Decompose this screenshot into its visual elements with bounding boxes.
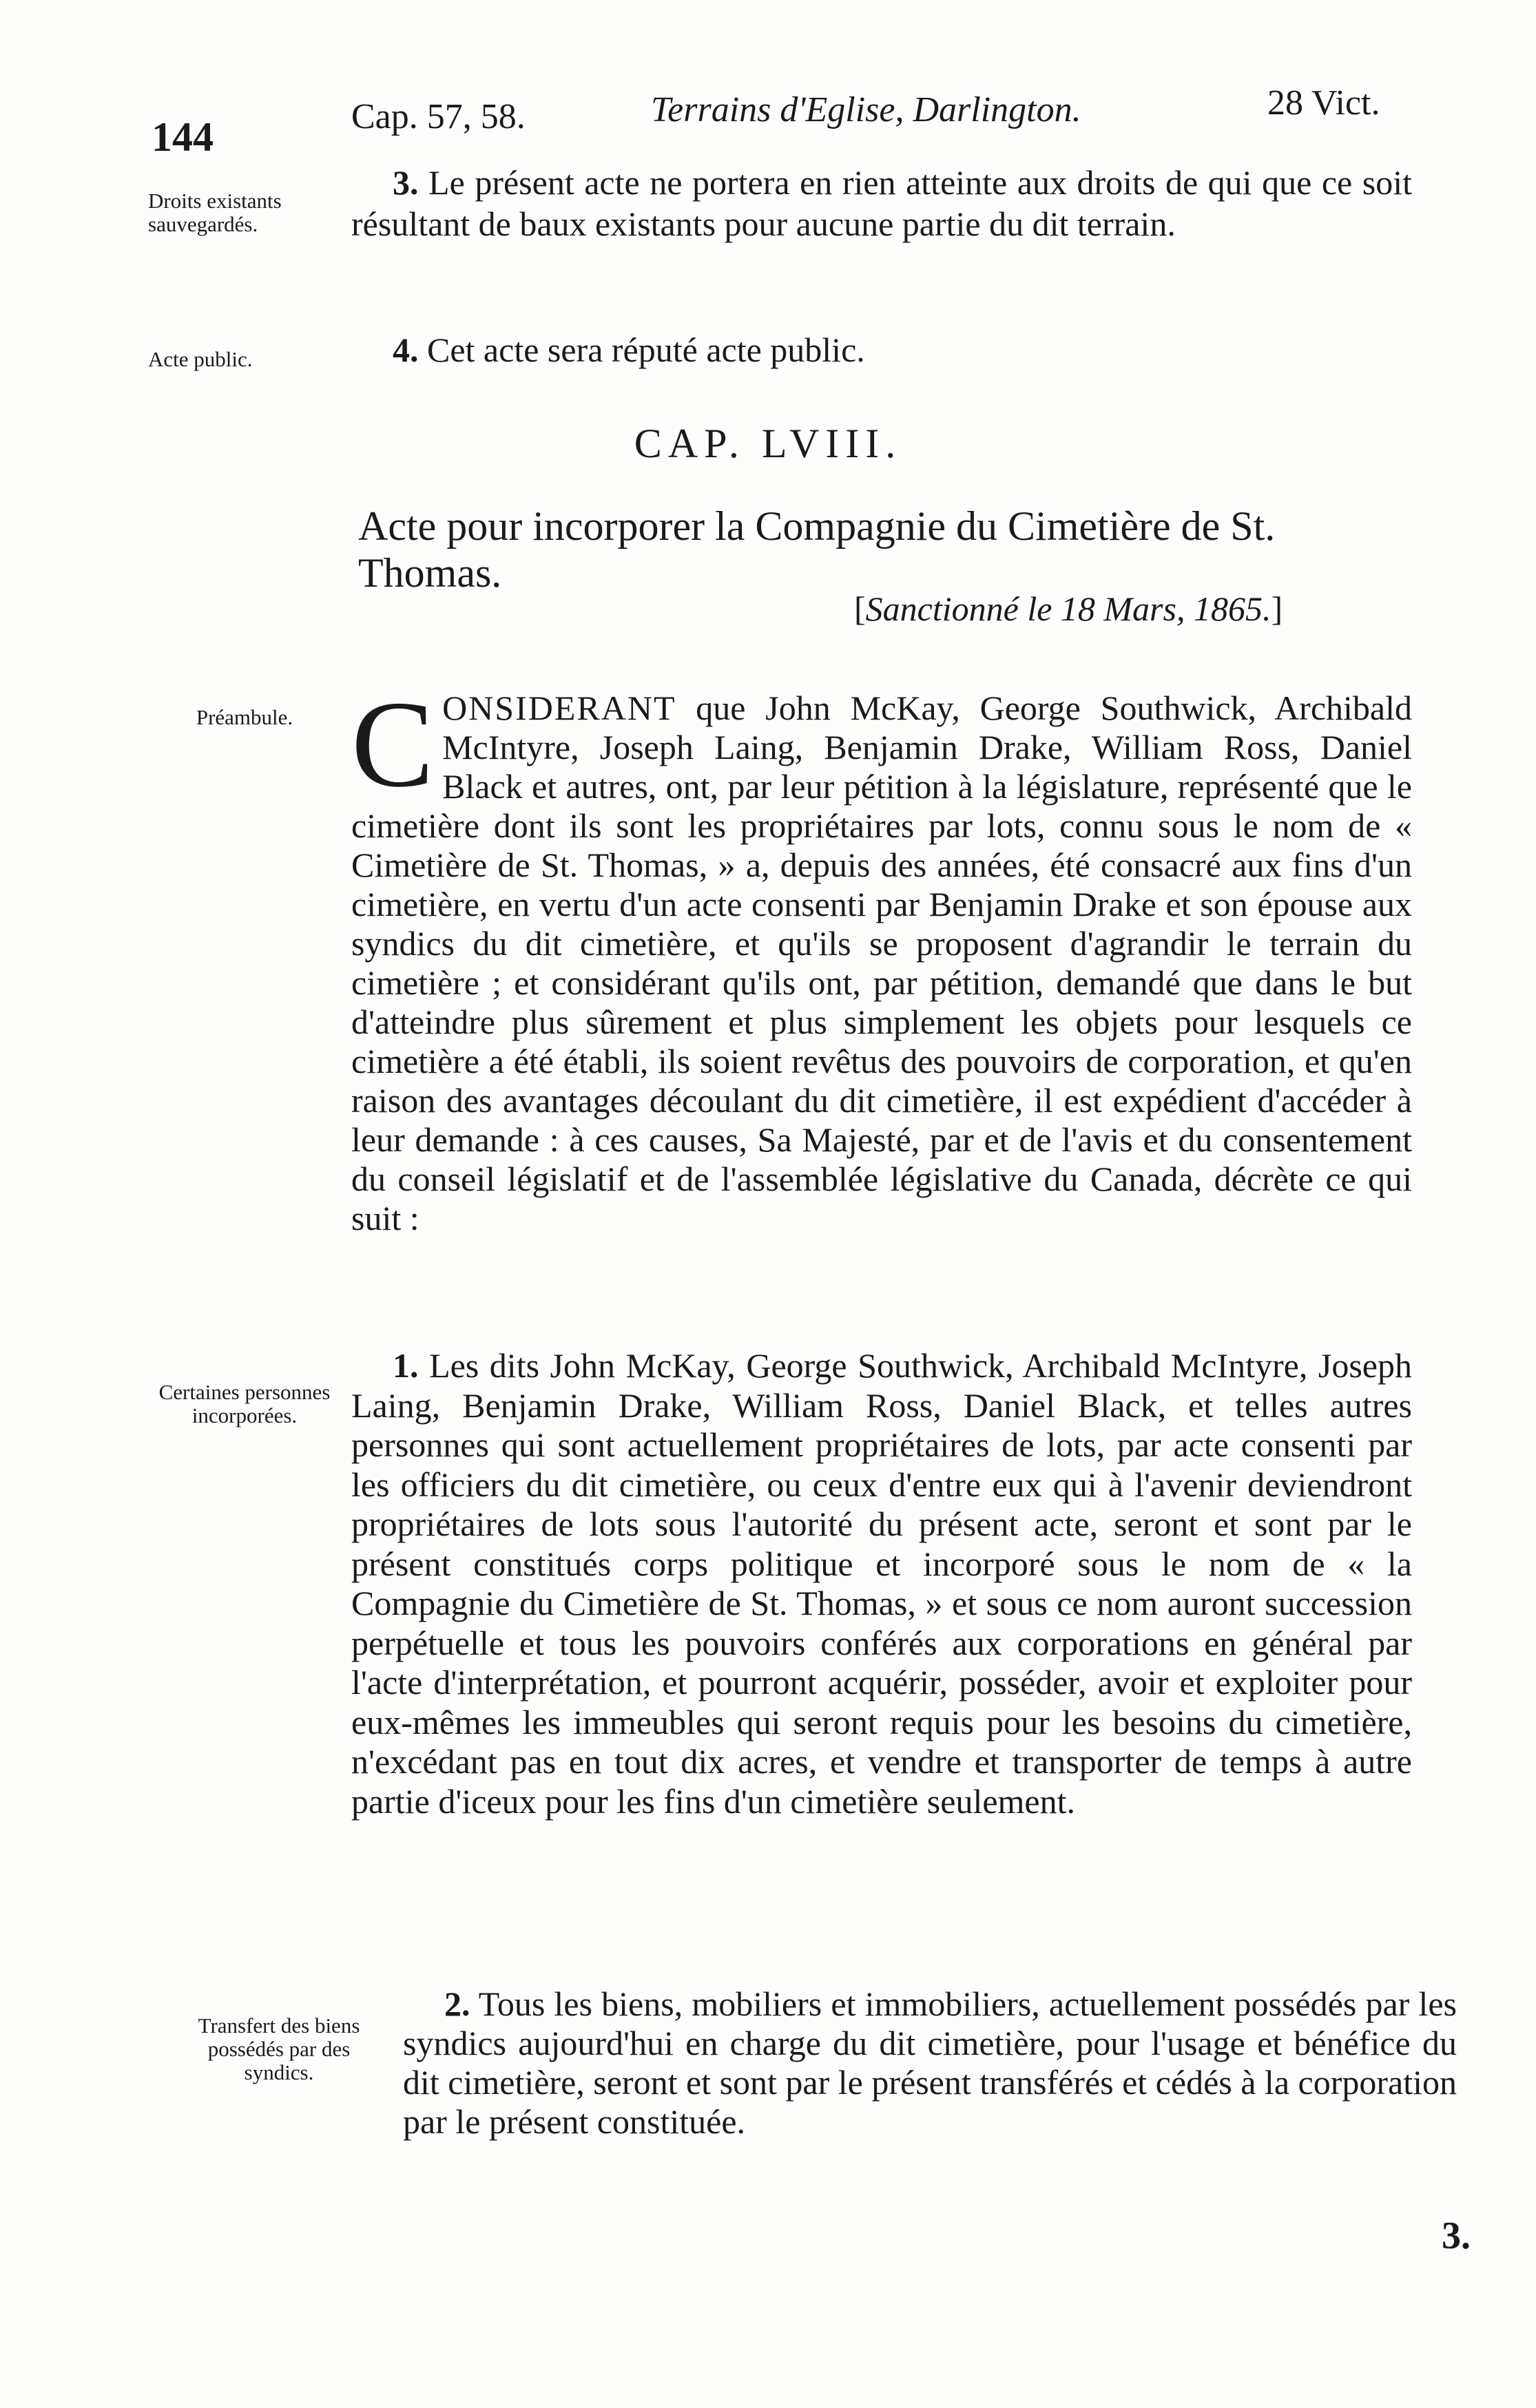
page-number: 144 (152, 114, 214, 160)
act-title: Acte pour incorporer la Compagnie du Cimetière de St. Thomas. (358, 503, 1276, 596)
margin-note-preambule: Préambule. (196, 705, 293, 729)
margin-note-certaines: Certaines personnes incorporées. (158, 1380, 331, 1427)
article-1-number: 1. (393, 1346, 419, 1385)
article-1 (351, 1346, 1412, 1821)
section-4-number: 4. (393, 331, 419, 369)
preamble-text: que John McKay, George Southwick, Archibald McIntyre, Joseph Laing, Benjamin Drake, William Ross, Daniel Black et autres, ont, par leur pétition à la législature, représenté que le cimetière dont ils sont les propriétaires par lots, connu sous le nom de « Cimetière de St. Thomas, » a, depuis des années, été consacré aux fins d'un cimetière, en vertu d'un acte consenti par Benjamin Drake et son épouse aux syndics du dit cimetière, et qu'ils se proposent d'agrandir le terrain du cimetière ; et considérant qu'ils ont, par pétition, demandé que dans le but d'atteindre plus sûrement et plus simplement les objets pour lesquels ce cimetière a été établi, ils soient revêtus des pouvoirs de corporation, et qu'en raison des avantages découlant du dit cimetière, il est expédient d'accéder à leur demande : à ces causes, Sa Majesté, par et de l'avis et du consentement du conseil législatif et de l'assemblée législative du Canada, décrète ce qui suit : (351, 689, 1412, 1237)
section-3 (351, 162, 1412, 244)
section-4 (351, 329, 1412, 370)
article-2-number: 2. (444, 1985, 470, 2023)
sanction-text: Sanctionné le 18 Mars, 1865. (865, 589, 1272, 628)
article-1-text: Les dits John McKay, George Southwick, Archibald McIntyre, Joseph Laing, Benjamin Drake, William Ross, Daniel Black, et telles autres personnes qui sont actuellement propriétaires de lots, par acte consenti par les officiers du dit cimetière, ou ceux d'entre eux qui à l'avenir deviendront propriétaires de lots sous l'autorité du présent acte, seront et sont par le présent constitués corps politique et incorporé sous le nom de « la Compagnie du Cimetière de St. Thomas, » et sous ce nom auront succession perpétuelle et tous les pouvoirs conférés aux corporations en général par l'acte d'interprétation, et pourront acquérir, posséder, avoir et exploiter pour eux-mêmes les immeubles qui seront requis pour les besoins du cimetière, n'excédant pas en tout dix acres, et vendre et transporter de temps à autre partie d'iceux pour les fins d'un cimetière seulement. (351, 1346, 1413, 1821)
section-4-text: Cet acte sera réputé acte public. (427, 331, 865, 369)
catchword: 3. (1442, 2215, 1471, 2257)
section-3-number: 3. (393, 163, 419, 202)
preamble (351, 676, 1412, 1238)
running-title: Terrains d'Eglise, Darlington. (651, 90, 1081, 129)
chapter-heading: CAP. LVIII. (634, 421, 902, 466)
chapter-reference: Cap. 57, 58. (351, 97, 526, 136)
sanction-date: [Sanctionné le 18 Mars, 1865.] (854, 589, 1283, 628)
margin-note-transfert: Transfert des biens possédés par des syndics. (198, 2013, 360, 2084)
preamble-lead: ONSIDERANT (442, 689, 676, 727)
drop-cap: C (351, 676, 435, 813)
article-2 (403, 1985, 1457, 2142)
section-3-text: Le présent acte ne portera en rien atteinte aux droits de qui que ce soit résultant de baux existants pour aucune partie du dit terrain. (351, 163, 1413, 243)
running-header (0, 76, 1536, 160)
margin-note-acte-public: Acte public. (148, 347, 253, 371)
margin-note-droits: Droits existants sauvegardés. (148, 189, 282, 236)
article-2-text: Tous les biens, mobiliers et immobiliers, actuellement possédés par les syndics aujourd'hui en charge du dit cimetière, pour l'usage et bénéfice du dit cimetière, seront et sont par le présent transférés et cédés à la corporation par le présent constituée. (403, 1985, 1457, 2141)
regnal-year: 28 Vict. (1267, 83, 1380, 123)
